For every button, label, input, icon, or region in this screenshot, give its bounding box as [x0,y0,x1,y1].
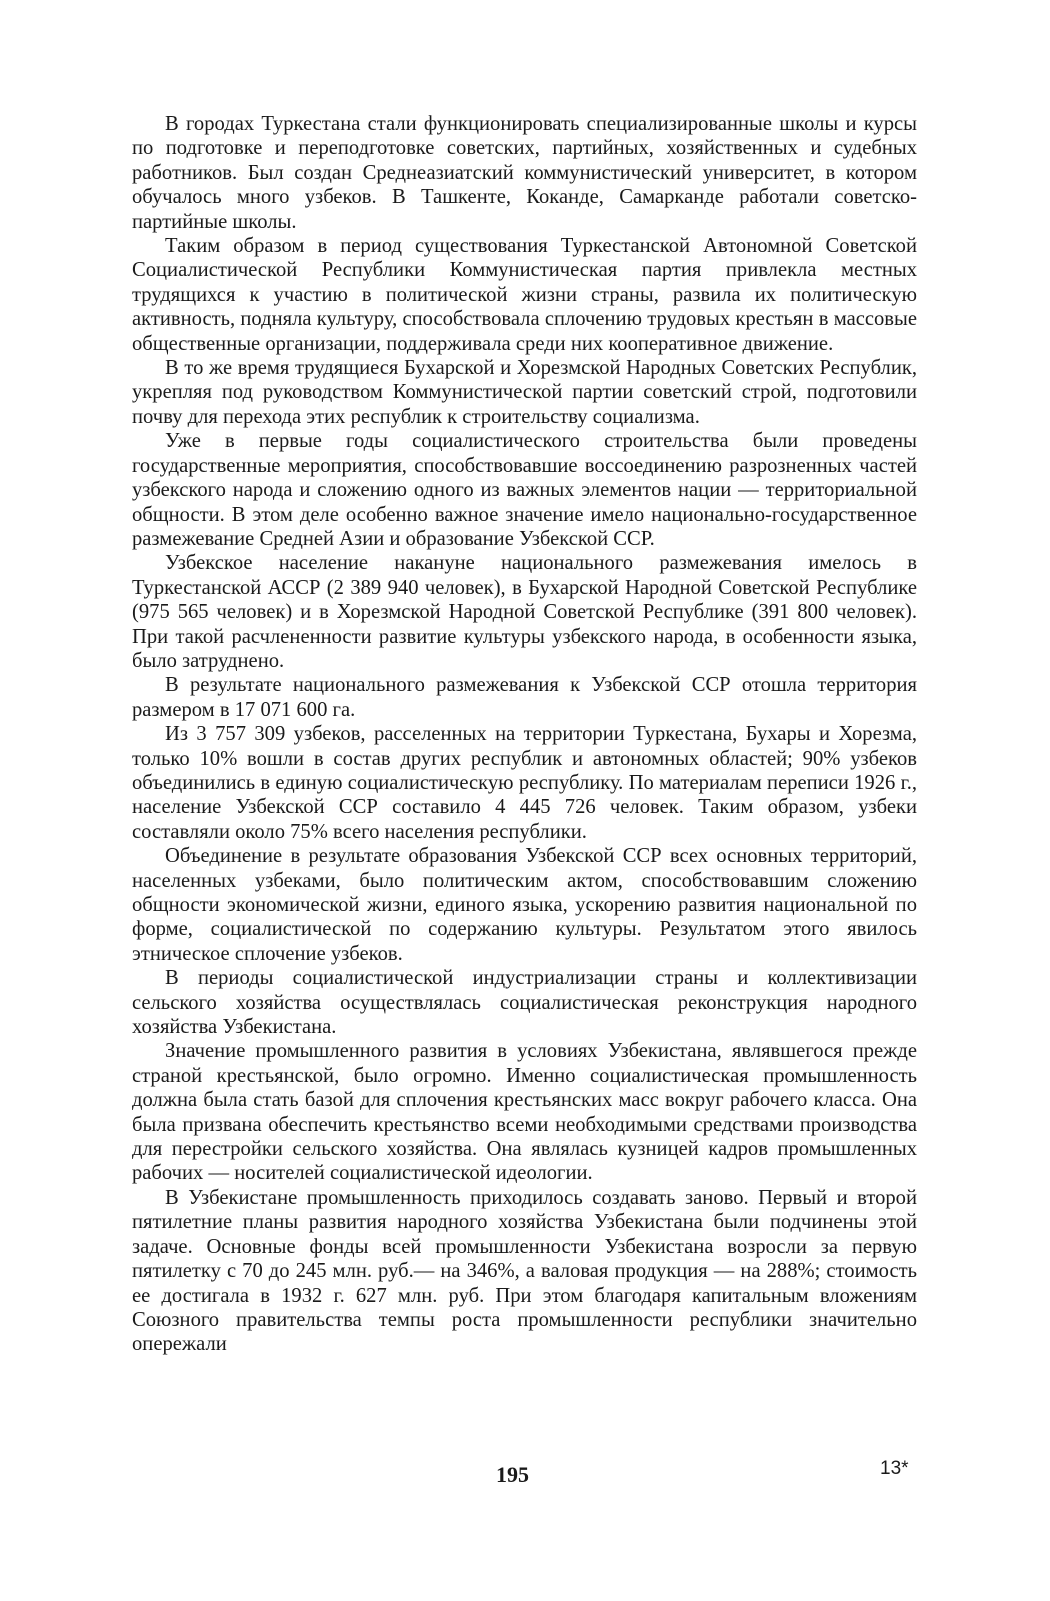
page-footer [0,1458,1050,1492]
paragraph: В городах Туркестана стали функционировать специализированные школы и курсы по подготовке и переподготовке советских, партийных, хозяйственных и судебных работников. Был создан Среднеазиатский коммунистический университет, в котором обучалось много узбеков. В Ташкенте, Коканде, Самарканде работали советско-партийные школы. [132,113,917,233]
paragraph: В результате национального размежевания к Узбекской ССР отошла территория размером в 17 071 600 га. [132,674,917,721]
paragraph: Узбекское население накануне национального размежевания имелось в Туркестанской АССР (2 389 940 человек), в Бухарской Народной Советской Республике (975 565 человек) и в Хорезмской Народной Советской Республике (391 800 человек). При такой расчлененности развитие культуры узбекского народа, в особенности языка, было затруднено. [132,552,917,672]
paragraph: В периоды социалистической индустриализации страны и коллективизации сельского хозяйства осуществлялась социалистическая реконструкция народного хозяйства Узбекистана. [132,967,917,1039]
paragraph: Объединение в результате образования Узбекской ССР всех основных территорий, населенных узбеками, было политическим актом, способствовавшим сложению общности экономической жизни, единого языка, ускорению развития национальной по форме, социалистической по содержанию культуры. Результатом этого явилось этническое сплочение узбеков. [132,845,917,965]
page-number: 195 [496,1462,529,1487]
page-body [132,112,917,1357]
paragraph: В Узбекистане промышленность приходилось создавать заново. Первый и второй пятилетние планы развития народного хозяйства Узбекистана были подчинены этой задаче. Основные фонды всей промышленности Узбекистана возросли за первую пятилетку с 70 до 245 млн. руб.— на 346%, а валовая продукция — на 288%; стоимость ее достигала в 1932 г. 627 млн. руб. При этом благодаря капитальным вложениям Союзного правительства темпы роста промышленности республики значительно опережали [132,1186,917,1356]
paragraph: Уже в первые годы социалистического строительства были проведены государственные мероприятия, способствовавшие воссоединению разрозненных частей узбекского народа и сложению одного из важных элементов нации — территориальной общности. В этом деле особенно важное значение имело национально-государственное размежевание Средней Азии и образование Узбекской ССР. [132,430,917,550]
paragraph: В то же время трудящиеся Бухарской и Хорезмской Народных Советских Республик, укрепляя под руководством Коммунистической партии советский строй, подготовили почву для перехода этих республик к строительству социализма. [132,357,917,428]
paragraph: Значение промышленного развития в условиях Узбекистана, являвшегося прежде страной крестьянской, было огромно. Именно социалистическая промышленность должна была стать базой для сплочения крестьянских масс вокруг рабочего класса. Она была призвана обеспечить крестьянство всеми необходимыми средствами производства для перестройки сельского хозяйства. Она являлась кузницей кадров промышленных рабочих — носителей социалистической идеологии. [132,1040,917,1185]
paragraph: Из 3 757 309 узбеков, расселенных на территории Туркестана, Бухары и Хорезма, только 10% вошли в состав других республик и автономных областей; 90% узбеков объединились в единую социалистическую республику. По материалам переписи 1926 г., население Узбекской ССР составило 4 445 726 человек. Таким образом, узбеки составляли около 75% всего населения республики. [132,723,917,843]
paragraph: Таким образом в период существования Туркестанской Автономной Советской Социалистической Республики Коммунистическая партия привлекла местных трудящихся к участию в политической жизни страны, развила их политическую активность, подняла культуру, способствовала сплочению трудовых крестьян в массовые общественные организации, поддерживала среди них кооперативное движение. [132,235,917,355]
signature-mark: 13* [880,1458,909,1479]
